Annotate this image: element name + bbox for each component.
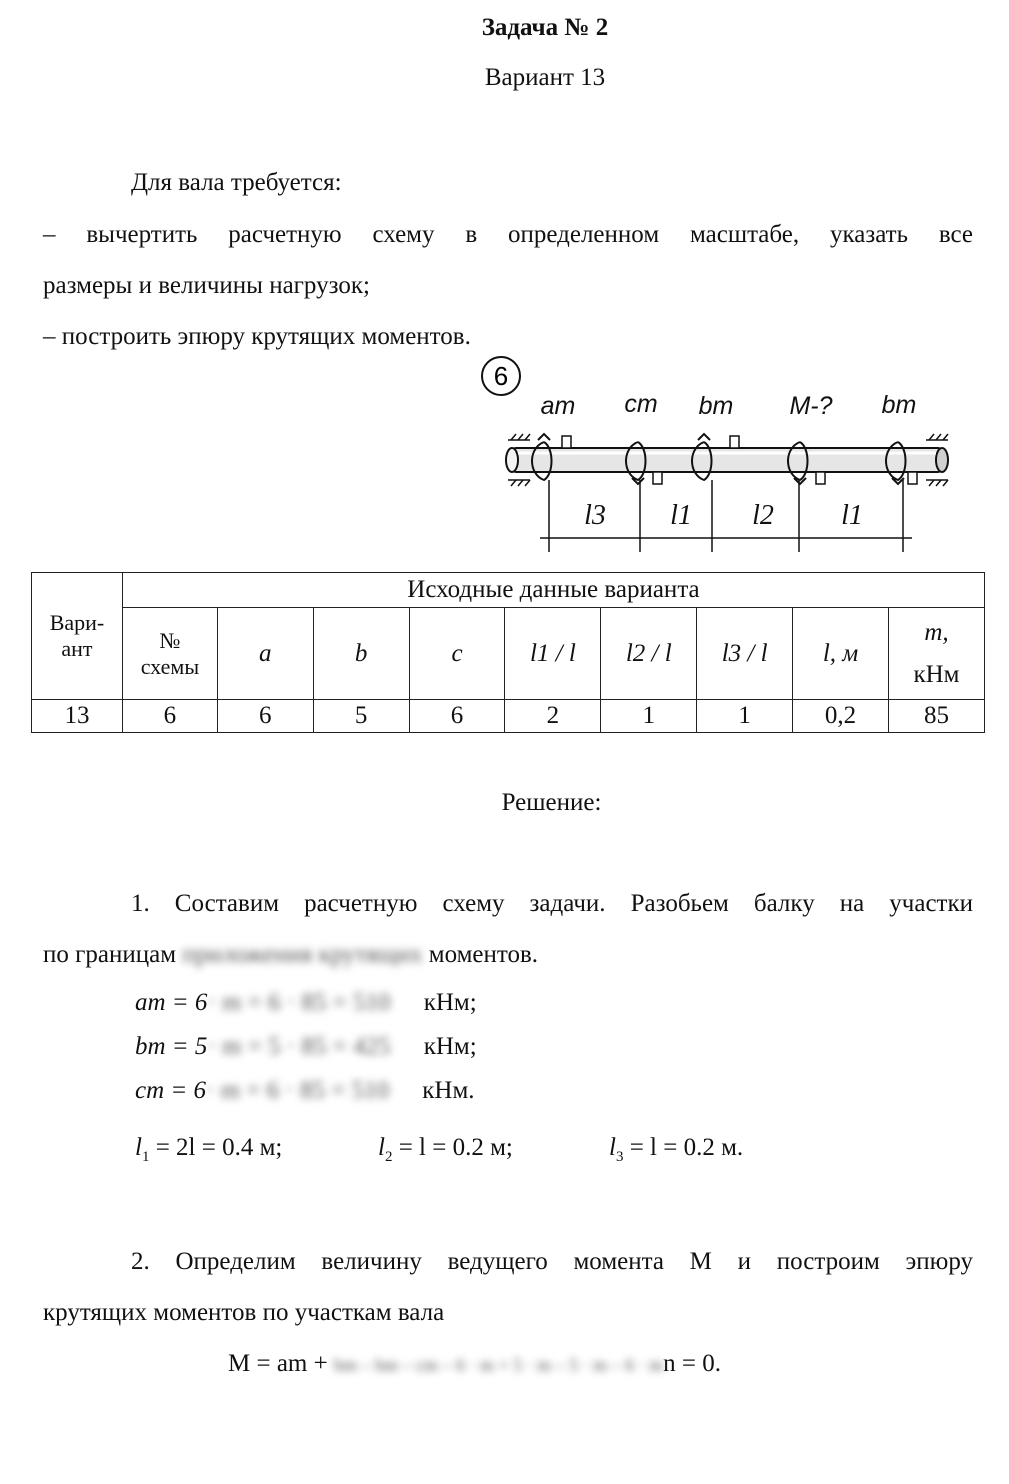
segment-label-2: l1 bbox=[670, 500, 692, 531]
col-a-header: a bbox=[217, 608, 313, 700]
scheme-header-line1: № bbox=[159, 627, 181, 653]
table-cell: 1 bbox=[697, 700, 793, 733]
segment-label-1: l3 bbox=[584, 500, 606, 531]
step1-line1: 1. Составим расчетную схему задачи. Разобьем балку на участки bbox=[131, 890, 973, 917]
step1-line2 bbox=[43, 938, 538, 972]
table-cell: 1 bbox=[601, 700, 697, 733]
group-header: Исходные данные варианта bbox=[122, 573, 984, 608]
table-cell: 6 bbox=[409, 700, 505, 733]
equation-bm-blurred: · m = 5 · 85 = 425 bbox=[207, 1033, 391, 1060]
equation-bm bbox=[135, 1030, 477, 1064]
equation-am-lhs: am = 6 bbox=[135, 989, 208, 1016]
col-l-header: l, м bbox=[793, 608, 889, 700]
final-equation-blurred: bm – bm – cm – 6 · m + 5 · m – 5 · m – 6 · m bbox=[333, 1355, 664, 1375]
col-m-header bbox=[888, 608, 984, 700]
equation-bm-lhs: bm = 5 bbox=[135, 1033, 208, 1060]
equation-am bbox=[135, 986, 477, 1020]
load-label-bm-2: bm bbox=[881, 391, 917, 419]
equation-am-blurred: · m = 6 · 85 = 510 bbox=[207, 989, 391, 1016]
final-equation-rhs: n = 0. bbox=[663, 1350, 721, 1377]
col-l1-header: l1 / l bbox=[505, 608, 601, 700]
table-cell: 13 bbox=[32, 700, 123, 733]
table-cell: 6 bbox=[122, 700, 217, 733]
step2-line2: крутящих моментов по участкам вала bbox=[43, 1299, 445, 1326]
segment-label-3: l2 bbox=[752, 500, 774, 531]
step1-text-b: моментов. bbox=[422, 941, 539, 968]
shaft-scheme-diagram bbox=[478, 352, 958, 562]
scheme-header-line2: схемы bbox=[140, 653, 200, 679]
requirement-item-1-cont: размеры и величины нагрузок; bbox=[43, 272, 370, 299]
equation-cm-unit: кНм. bbox=[422, 1077, 475, 1104]
final-equation-lhs: M = am + bbox=[228, 1350, 328, 1377]
length-l1: $l_1 = 2l = 0.4$ м; bbox=[135, 1134, 283, 1165]
variant-header-line2: ант bbox=[61, 636, 93, 661]
variant-data-table bbox=[31, 572, 985, 733]
requirement-item-2: – построить эпюру крутящих моментов. bbox=[43, 323, 471, 350]
equation-am-unit: кНм; bbox=[423, 989, 477, 1016]
shaft-body bbox=[506, 448, 948, 472]
final-equation bbox=[228, 1347, 721, 1382]
length-l3: $l_3 = l = 0.2$ м. bbox=[609, 1134, 744, 1165]
equation-bm-unit: кНм; bbox=[423, 1033, 477, 1060]
length-l1-value: = 2l = 0.4 м; bbox=[155, 1134, 283, 1161]
table-cell: 6 bbox=[217, 700, 313, 733]
step2-line1: 2. Определим величину ведущего момента М и построим эпюру bbox=[131, 1248, 973, 1275]
table-cell: 0,2 bbox=[793, 700, 889, 733]
col-l3-header: l3 / l bbox=[697, 608, 793, 700]
load-label-am: am bbox=[540, 392, 576, 420]
scheme-header-cell bbox=[122, 608, 217, 700]
col-m-line2: кНм bbox=[913, 660, 960, 688]
task-title: Задача № 2 bbox=[481, 14, 609, 41]
solution-heading: Решение: bbox=[501, 789, 602, 816]
variant-header-cell bbox=[32, 573, 123, 700]
equation-cm-lhs: cm = 6 bbox=[135, 1077, 207, 1104]
col-l2-header: l2 / l bbox=[601, 608, 697, 700]
table-row bbox=[32, 700, 985, 733]
table-cell: 2 bbox=[505, 700, 601, 733]
scheme-number: 6 bbox=[493, 361, 509, 391]
step1-text-a: по границам bbox=[43, 941, 183, 968]
table-cell: 5 bbox=[313, 700, 409, 733]
step1-text-blurred: приложения крутящих bbox=[182, 941, 423, 968]
col-m-line1: m, bbox=[924, 618, 949, 646]
requirement-line: Для вала требуется: bbox=[131, 169, 342, 196]
variant-subtitle: Вариант 13 bbox=[484, 64, 606, 91]
requirement-item-1: – вычертить расчетную схему в определенном масштабе, указать все bbox=[43, 221, 973, 248]
col-c-header: c bbox=[409, 608, 505, 700]
variant-header-line1: Вари- bbox=[49, 610, 105, 635]
equation-cm-blurred: · m = 6 · 85 = 510 bbox=[206, 1077, 390, 1104]
load-label-cm: cm bbox=[624, 390, 658, 418]
length-l2: $l_2 = l = 0.2$ м; bbox=[378, 1134, 513, 1165]
equation-cm bbox=[135, 1074, 475, 1108]
table-cell: 85 bbox=[888, 700, 984, 733]
length-l2-value: = l = 0.2 м; bbox=[398, 1134, 513, 1161]
load-label-M: M-? bbox=[789, 392, 833, 420]
col-b-header: b bbox=[313, 608, 409, 700]
load-label-bm: bm bbox=[698, 392, 734, 420]
segment-label-4: l1 bbox=[841, 500, 863, 531]
length-l3-value: = l = 0.2 м. bbox=[629, 1134, 744, 1161]
